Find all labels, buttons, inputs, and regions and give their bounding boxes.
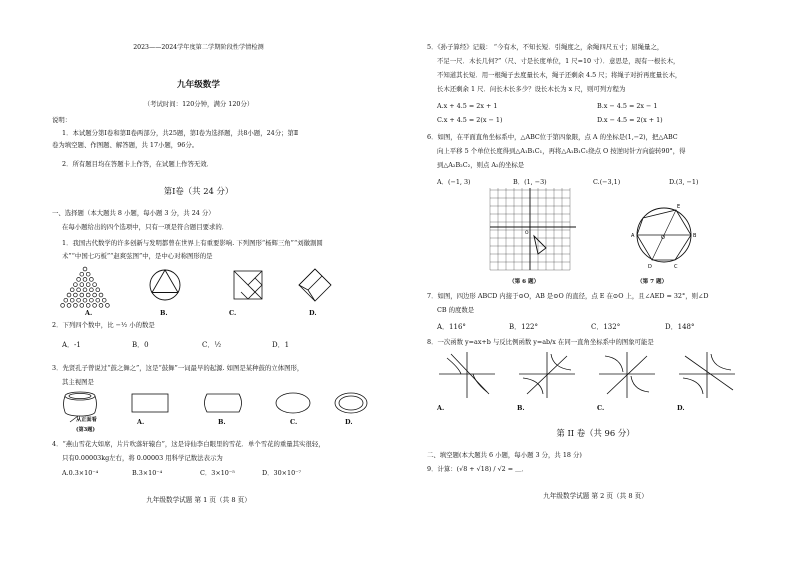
graph-c [599,352,655,398]
section2-title: 二、填空题(本大题共 6 小题，每小题 3 分，共 18 分) [427,451,582,459]
graph-d [679,352,735,398]
part2-title: 第 II 卷（共 96 分） [556,428,635,438]
page-2 [397,0,794,561]
q3-front-view: 从正面看 [76,417,97,423]
q6-option-a: A．(−1, 3) [437,178,471,186]
q7-option-a: A．116° [437,323,466,331]
q6-line1: 6．如图，在平面直角坐标系中，△ABC位于第四象限，点 A 的坐标是(1,−2)，把△ABC [427,133,678,141]
figure-7-circle [619,188,709,276]
q6-option-b: B．(1, −3) [513,178,547,186]
drum-3d [64,392,97,416]
q1-line2: 术”“中国七巧板”“赵爽弦图”中，是中心对称图形的是 [62,252,213,260]
q2-stem: 2．下列四个数中，比 −½ 小的数是 [52,321,155,329]
note-1a: 1．本试题分第Ⅰ卷和第Ⅱ卷两部分，共25题，第Ⅰ卷为选择题，共8小题，24分；第Ⅱ [62,129,299,137]
q8-label-c: C. [597,404,605,412]
q7-line1: 7．如图，四边形 ABCD 内接于⊙O，AB 是⊙O 的直径，点 E 在⊙O 上，且∠AED = 32°，则∠D [427,292,709,300]
q7-option-c: C．132° [591,323,621,331]
svg-text:C: C [674,264,678,270]
q5-option-a: A.x + 4.5 = 2x + 1 [437,102,498,110]
part1-title: 第Ⅰ卷（共 24 分） [163,186,234,196]
q3-option-b-shape [205,394,242,412]
q3-line1: 3．先贤孔子曾说过“鼓之舞之”，这是“鼓舞”一词最早的起源. 如图是某种鼓的立体图形， [52,364,304,372]
q3-option-a-shape [132,394,168,412]
q3-label-b: B. [218,418,226,426]
graph-a [439,352,495,398]
q5-line4: 长木还剩余 1 尺．问长木长多少？设长木长为 x 尺，则可列方程为 [437,85,626,93]
svg-text:D: D [648,264,652,270]
yanghui-triangle [61,267,110,307]
page-title: 九年级数学 [177,80,220,90]
triangle-abc [534,236,546,254]
q3-line2: 其主视图是 [62,378,94,386]
note-1b: 卷为填空题、作图题、解答题，共 17小题，96分。 [52,141,199,149]
page-1-footer: 九年级数学试题 第 1 页（共 8 页） [146,496,251,504]
q1-label-b: B. [160,309,168,317]
q6-line3: 到△A₂B₂C₂，则点 A₂的坐标是 [437,161,525,169]
q5-option-b: B.x − 4.5 = 2x − 1 [597,102,658,110]
q3-option-c-shape [276,393,310,413]
exam-info: （考试时间：120分钟，满分 120分） [143,100,254,108]
tangram [234,271,262,299]
section1-desc: 在每小题给出的四个选项中，只有一项是符合题目要求的． [62,223,229,231]
q3-label-c: C. [290,418,298,426]
q1-label-d: D. [309,309,317,317]
exam-header: 2023——2024学年度第二学期阶段性学情检测 [133,44,264,51]
q3-label-a: A. [137,418,145,426]
q2-option-b: B．0 [132,341,149,349]
figure-7-label: （第 7 题） [637,279,668,285]
q6-option-c: C.(−3,1) [593,178,621,186]
q3-label-d: D. [345,418,353,426]
figure-6-grid [490,188,576,280]
q4-option-a: A.0.3×10⁻⁴ [62,469,99,477]
q1-line1: 1．我国古代数学的许多创新与发明都曾在世界上有重要影响. 下列图形“杨辉三角”“刘徽割圆 [62,239,323,247]
graph-b [519,352,575,398]
q1-figures [60,263,330,321]
q1-label-c: C. [229,309,237,317]
q5-option-c: C.x + 4.5 = 2(x − 1) [437,116,503,124]
q6-line2: 向上平移 5 个单位长度得到△A₁B₁C₁，再将△A₁B₁C₁绕点 O 按逆时针方向旋转90°，得 [437,147,686,155]
q3-figures [60,388,340,438]
svg-text:E: E [677,204,681,210]
q2-option-a: A．-1 [62,341,81,349]
q2-option-d: D．1 [272,341,290,349]
q4-line2: 只有0.00003kg左右，将 0.00003 用科学记数法表示为 [62,454,223,462]
q4-option-d: D．30×10⁻⁷ [262,469,302,477]
q5-line2: 不足一尺．木长几何?”（尺、寸是长度单位，1 尺=10 寸）．意思是，现有一根长木， [437,57,680,65]
q8-stem: 8．一次函数 y=ax+b 与反比例函数 y=ab/x 在同一直角坐标系中的图象可能是 [427,338,654,346]
zhaoshuang-diagram [299,269,331,301]
q4-option-c: C．3×10⁻⁵ [200,469,235,477]
svg-text:B: B [693,233,697,239]
q6-option-d: D.(3, −1) [669,178,699,186]
q3-option-d-inner [339,396,363,410]
figure-6-label: （第 6 题） [509,279,540,285]
notes-label: 说明： [52,116,72,124]
section1-title: 一、选择题（本大题共 8 小题，每小题 3 分，共 24 分） [52,209,215,217]
q9-stem: 9．计算：(√8 + √18) / √2 = ＿． [427,465,528,473]
q2-option-c: C．½ [202,341,222,349]
q7-line2: CB 的度数是 [437,306,475,314]
q8-label-a: A. [437,404,445,412]
svg-text:O: O [525,231,529,236]
note-2: 2．所有题目均在答题卡上作答，在试题上作答无效． [62,160,214,168]
q5-line3: 不知道其长短．用一根绳子去度量长木，绳子还剩余 4.5 尺；将绳子对折再度量长木， [437,71,682,79]
svg-text:A: A [631,233,635,239]
q4-line1: 4．“燕山雪花大如席，片片吹落轩辕台”，这是诗仙李白眼里的雪花．单个雪花的重量其实很轻， [52,440,325,448]
q3-figure-label: (第3题) [76,427,95,433]
q5-option-d: D.x − 4.5 = 2(x + 1) [597,116,663,124]
q8-label-b: B. [517,404,525,412]
liuhui-circle [150,270,180,300]
q7-option-b: B．122° [509,323,539,331]
svg-text:O: O [661,235,665,241]
q5-line1: 5．《孙子算经》记载： “今有木，不知长短．引绳度之，余绳四尺五寸；屈绳量之， [427,43,664,51]
q7-option-d: D．148° [665,323,695,331]
q8-graphs [437,350,757,402]
q8-label-d: D. [677,404,685,412]
q1-label-a: A. [85,309,93,317]
q4-option-b: B.3×10⁻⁴ [132,469,163,477]
page-2-footer: 九年级数学试题 第 2 页（共 8 页） [543,492,648,500]
